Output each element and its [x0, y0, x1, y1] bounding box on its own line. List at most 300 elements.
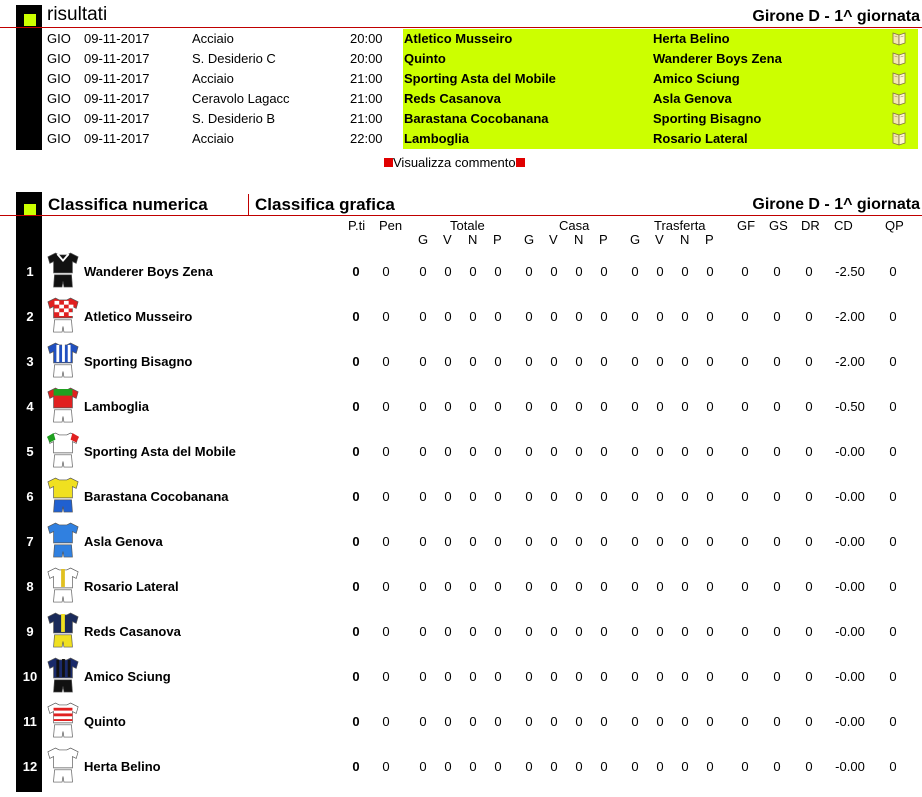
penalty-value: 0 — [382, 759, 390, 774]
team-kit-icon — [46, 565, 80, 607]
stat-value: 0 — [469, 489, 477, 504]
stat-value: 0 — [656, 714, 664, 729]
stat-value: 0 — [600, 624, 608, 639]
qp-value: 0 — [889, 714, 897, 729]
stat-value: 0 — [494, 624, 502, 639]
stat-value: 0 — [631, 354, 639, 369]
standings-row — [0, 383, 922, 428]
dr-value: 0 — [805, 264, 813, 279]
stat-value: 0 — [631, 624, 639, 639]
penalty-value: 0 — [382, 714, 390, 729]
match-day: GIO — [47, 51, 71, 66]
stat-value: 0 — [656, 489, 664, 504]
match-report-book-icon[interactable] — [892, 31, 906, 46]
team-kit-icon — [46, 250, 80, 292]
penalty-value: 0 — [382, 399, 390, 414]
position-number: 4 — [26, 399, 34, 414]
stat-value: 0 — [575, 624, 583, 639]
dr-value: 0 — [805, 534, 813, 549]
standings-row — [0, 428, 922, 473]
stat-value: 0 — [550, 354, 558, 369]
cd-value: -0.00 — [835, 714, 865, 729]
team-kit-icon — [46, 520, 80, 562]
gf-value: 0 — [741, 264, 749, 279]
stat-value: 0 — [419, 354, 427, 369]
match-date: 09-11-2017 — [84, 91, 150, 106]
stat-value: 0 — [525, 354, 533, 369]
comment-link-label[interactable]: Visualizza commento — [393, 155, 516, 170]
cd-value: -2.00 — [835, 354, 865, 369]
header-pti: P.ti — [348, 218, 366, 233]
qp-value: 0 — [889, 669, 897, 684]
standings-row — [0, 563, 922, 608]
stat-value: 0 — [656, 579, 664, 594]
stat-value: 0 — [419, 489, 427, 504]
dr-value: 0 — [805, 309, 813, 324]
subheader-n: N — [468, 232, 478, 247]
stat-value: 0 — [444, 489, 452, 504]
stat-value: 0 — [706, 399, 714, 414]
cd-value: -0.00 — [835, 489, 865, 504]
position-number: 3 — [26, 354, 34, 369]
team-name[interactable]: Herta Belino — [84, 759, 161, 774]
qp-value: 0 — [889, 534, 897, 549]
gf-value: 0 — [741, 669, 749, 684]
cd-value: -2.50 — [835, 264, 865, 279]
position-number: 11 — [23, 714, 37, 729]
gf-value: 0 — [741, 399, 749, 414]
qp-value: 0 — [889, 759, 897, 774]
qp-value: 0 — [889, 444, 897, 459]
stat-value: 0 — [444, 264, 452, 279]
match-report-book-icon[interactable] — [892, 51, 906, 66]
points-value: 0 — [352, 714, 360, 729]
dr-value: 0 — [805, 624, 813, 639]
stat-value: 0 — [550, 489, 558, 504]
cd-value: -2.00 — [835, 309, 865, 324]
team-kit-icon — [46, 430, 80, 472]
points-value: 0 — [352, 759, 360, 774]
stat-value: 0 — [525, 624, 533, 639]
position-number: 10 — [22, 669, 38, 684]
team-kit-icon — [46, 475, 80, 517]
stat-value: 0 — [631, 579, 639, 594]
stat-value: 0 — [525, 669, 533, 684]
team-name[interactable]: Lamboglia — [84, 399, 150, 414]
away-team[interactable]: Herta Belino — [653, 31, 730, 46]
tab-divider — [248, 194, 249, 216]
standings-divider — [0, 215, 922, 216]
stat-value: 0 — [494, 759, 502, 774]
penalty-value: 0 — [382, 489, 390, 504]
match-report-book-icon[interactable] — [892, 91, 906, 106]
away-team[interactable]: Rosario Lateral — [653, 131, 748, 146]
points-value: 0 — [352, 669, 360, 684]
header-pen: Pen — [379, 218, 403, 233]
header-dr: DR — [801, 218, 820, 233]
stat-value: 0 — [656, 759, 664, 774]
stat-value: 0 — [681, 759, 689, 774]
position-number: 9 — [26, 624, 34, 639]
stat-value: 0 — [525, 579, 533, 594]
stat-value: 0 — [575, 669, 583, 684]
points-value: 0 — [352, 534, 360, 549]
subheader-g: G — [418, 232, 429, 247]
stat-value: 0 — [525, 309, 533, 324]
team-kit-icon — [46, 610, 80, 652]
stat-value: 0 — [706, 444, 714, 459]
match-date: 09-11-2017 — [84, 31, 150, 46]
penalty-value: 0 — [382, 669, 390, 684]
stat-value: 0 — [550, 309, 558, 324]
stat-value: 0 — [706, 534, 714, 549]
points-value: 0 — [352, 264, 360, 279]
stat-value: 0 — [494, 309, 502, 324]
dr-value: 0 — [805, 579, 813, 594]
points-value: 0 — [352, 444, 360, 459]
stat-value: 0 — [600, 489, 608, 504]
gf-value: 0 — [741, 489, 749, 504]
stat-value: 0 — [444, 399, 452, 414]
team-name[interactable]: Rosario Lateral — [84, 579, 179, 594]
match-field: Acciaio — [192, 71, 234, 86]
team-name[interactable]: Asla Genova — [84, 534, 163, 549]
match-date: 09-11-2017 — [84, 71, 150, 86]
stat-value: 0 — [681, 714, 689, 729]
results-title: risultati — [47, 4, 108, 25]
stat-value: 0 — [706, 309, 714, 324]
stat-value: 0 — [706, 264, 714, 279]
stat-value: 0 — [494, 669, 502, 684]
stat-value: 0 — [631, 309, 639, 324]
stat-value: 0 — [656, 354, 664, 369]
home-team[interactable]: Quinto — [404, 51, 446, 66]
stat-value: 0 — [550, 444, 558, 459]
cd-value: -0.00 — [835, 534, 865, 549]
stat-value: 0 — [419, 534, 427, 549]
results-girone-label: Girone D - 1^ giornata — [752, 8, 920, 25]
gs-value: 0 — [773, 534, 781, 549]
stat-value: 0 — [444, 309, 452, 324]
stat-value: 0 — [656, 534, 664, 549]
team-kit-icon — [46, 745, 80, 787]
match-date: 09-11-2017 — [84, 131, 150, 146]
away-team[interactable]: Wanderer Boys Zena — [653, 51, 782, 66]
stat-value: 0 — [600, 264, 608, 279]
standings-row — [0, 653, 922, 698]
stat-value: 0 — [419, 714, 427, 729]
team-kit-icon — [46, 655, 80, 697]
stat-value: 0 — [444, 354, 452, 369]
team-name[interactable]: Sporting Asta del Mobile — [84, 444, 236, 459]
stat-value: 0 — [575, 444, 583, 459]
position-number: 12 — [22, 759, 38, 774]
subheader-p: P — [705, 232, 714, 247]
penalty-value: 0 — [382, 354, 390, 369]
penalty-value: 0 — [382, 444, 390, 459]
match-day: GIO — [47, 31, 71, 46]
home-team[interactable]: Barastana Cocobanana — [404, 111, 549, 126]
gs-value: 0 — [773, 399, 781, 414]
header-cd: CD — [834, 218, 853, 233]
stat-value: 0 — [525, 444, 533, 459]
stat-value: 0 — [419, 579, 427, 594]
stat-value: 0 — [494, 354, 502, 369]
stat-value: 0 — [656, 309, 664, 324]
match-report-book-icon[interactable] — [892, 131, 906, 146]
qp-value: 0 — [889, 489, 897, 504]
team-name[interactable]: Sporting Bisagno — [84, 354, 193, 369]
stat-value: 0 — [631, 669, 639, 684]
match-field: Acciaio — [192, 31, 234, 46]
qp-value: 0 — [889, 309, 897, 324]
gs-value: 0 — [773, 579, 781, 594]
stat-value: 0 — [681, 309, 689, 324]
stat-value: 0 — [444, 534, 452, 549]
stat-value: 0 — [494, 444, 502, 459]
penalty-value: 0 — [382, 579, 390, 594]
tab-classifica-numerica[interactable]: Classifica numerica — [48, 195, 208, 214]
stat-value: 0 — [494, 399, 502, 414]
dr-value: 0 — [805, 759, 813, 774]
qp-value: 0 — [889, 264, 897, 279]
gs-value: 0 — [773, 309, 781, 324]
subheader-p: P — [599, 232, 608, 247]
stat-value: 0 — [600, 354, 608, 369]
penalty-value: 0 — [382, 264, 390, 279]
tab-classifica-grafica[interactable]: Classifica grafica — [255, 195, 395, 214]
team-name[interactable]: Amico Sciung — [84, 669, 171, 684]
stat-value: 0 — [494, 579, 502, 594]
gf-value: 0 — [741, 759, 749, 774]
home-team[interactable]: Lamboglia — [404, 131, 470, 146]
points-value: 0 — [352, 624, 360, 639]
stat-value: 0 — [575, 714, 583, 729]
standings-row — [0, 608, 922, 653]
stat-value: 0 — [681, 399, 689, 414]
stat-value: 0 — [631, 264, 639, 279]
match-row — [42, 89, 922, 109]
stat-value: 0 — [550, 759, 558, 774]
results-marker-icon — [24, 14, 36, 26]
gs-value: 0 — [773, 354, 781, 369]
home-team[interactable]: Sporting Asta del Mobile — [404, 71, 556, 86]
cd-value: -0.50 — [835, 399, 865, 414]
gf-value: 0 — [741, 444, 749, 459]
match-row — [42, 109, 922, 129]
stat-value: 0 — [494, 489, 502, 504]
stat-value: 0 — [444, 624, 452, 639]
cd-value: -0.00 — [835, 579, 865, 594]
stat-value: 0 — [706, 489, 714, 504]
stat-value: 0 — [631, 489, 639, 504]
match-time: 20:00 — [350, 51, 383, 66]
match-field: Ceravolo Lagacc — [192, 91, 290, 106]
standings-row — [0, 338, 922, 383]
stat-value: 0 — [575, 489, 583, 504]
gs-value: 0 — [773, 759, 781, 774]
gs-value: 0 — [773, 264, 781, 279]
header-qp: QP — [885, 218, 904, 233]
stat-value: 0 — [525, 759, 533, 774]
stat-value: 0 — [494, 534, 502, 549]
stat-value: 0 — [550, 534, 558, 549]
comment-link[interactable] — [384, 155, 525, 170]
gf-value: 0 — [741, 714, 749, 729]
away-team[interactable]: Asla Genova — [653, 91, 732, 106]
stat-value: 0 — [444, 579, 452, 594]
stat-value: 0 — [444, 714, 452, 729]
match-report-book-icon[interactable] — [892, 71, 906, 86]
stat-value: 0 — [681, 489, 689, 504]
dr-value: 0 — [805, 669, 813, 684]
subheader-n: N — [680, 232, 690, 247]
penalty-value: 0 — [382, 624, 390, 639]
stat-value: 0 — [681, 534, 689, 549]
stat-value: 0 — [469, 309, 477, 324]
stat-value: 0 — [444, 669, 452, 684]
cd-value: -0.00 — [835, 759, 865, 774]
dr-value: 0 — [805, 714, 813, 729]
qp-value: 0 — [889, 354, 897, 369]
standings-row — [0, 743, 922, 788]
stat-value: 0 — [631, 534, 639, 549]
stat-value: 0 — [469, 399, 477, 414]
stat-value: 0 — [681, 624, 689, 639]
stat-value: 0 — [575, 759, 583, 774]
qp-value: 0 — [889, 624, 897, 639]
stat-value: 0 — [681, 579, 689, 594]
cd-value: -0.00 — [835, 624, 865, 639]
stat-value: 0 — [575, 309, 583, 324]
stat-value: 0 — [681, 264, 689, 279]
stat-value: 0 — [575, 579, 583, 594]
standings-row — [0, 293, 922, 338]
gs-value: 0 — [773, 669, 781, 684]
stat-value: 0 — [419, 669, 427, 684]
gs-value: 0 — [773, 714, 781, 729]
stat-value: 0 — [600, 444, 608, 459]
match-date: 09-11-2017 — [84, 111, 150, 126]
stat-value: 0 — [469, 759, 477, 774]
gf-value: 0 — [741, 624, 749, 639]
stat-value: 0 — [575, 354, 583, 369]
team-name[interactable]: Reds Casanova — [84, 624, 181, 639]
gf-value: 0 — [741, 534, 749, 549]
stat-value: 0 — [469, 444, 477, 459]
stat-value: 0 — [706, 669, 714, 684]
stat-value: 0 — [550, 579, 558, 594]
team-kit-icon — [46, 340, 80, 382]
away-team[interactable]: Sporting Bisagno — [653, 111, 762, 126]
gs-value: 0 — [773, 624, 781, 639]
position-number: 2 — [26, 309, 34, 324]
subheader-g: G — [630, 232, 641, 247]
stat-value: 0 — [469, 264, 477, 279]
stat-value: 0 — [494, 714, 502, 729]
header-trasferta: Trasferta — [654, 218, 706, 233]
cd-value: -0.00 — [835, 444, 865, 459]
stat-value: 0 — [656, 264, 664, 279]
match-day: GIO — [47, 91, 71, 106]
team-name[interactable]: Quinto — [84, 714, 126, 729]
gf-value: 0 — [741, 579, 749, 594]
dr-value: 0 — [805, 399, 813, 414]
qp-value: 0 — [889, 399, 897, 414]
header-gs: GS — [769, 218, 788, 233]
stat-value: 0 — [631, 714, 639, 729]
red-square-icon — [516, 158, 525, 167]
stat-value: 0 — [600, 759, 608, 774]
match-row — [42, 49, 922, 69]
stat-value: 0 — [600, 669, 608, 684]
qp-value: 0 — [889, 579, 897, 594]
home-team[interactable]: Atletico Musseiro — [404, 31, 513, 46]
stat-value: 0 — [575, 264, 583, 279]
stat-value: 0 — [469, 624, 477, 639]
home-team[interactable]: Reds Casanova — [404, 91, 501, 106]
team-name[interactable]: Atletico Musseiro — [84, 309, 193, 324]
team-kit-icon — [46, 700, 80, 742]
stat-value: 0 — [631, 759, 639, 774]
stat-value: 0 — [525, 714, 533, 729]
stat-value: 0 — [631, 444, 639, 459]
red-square-icon — [384, 158, 393, 167]
team-name[interactable]: Barastana Cocobanana — [84, 489, 229, 504]
match-day: GIO — [47, 111, 71, 126]
points-value: 0 — [352, 579, 360, 594]
dr-value: 0 — [805, 444, 813, 459]
stat-value: 0 — [444, 759, 452, 774]
stat-value: 0 — [550, 399, 558, 414]
points-value: 0 — [352, 399, 360, 414]
gs-value: 0 — [773, 489, 781, 504]
stat-value: 0 — [575, 534, 583, 549]
position-number: 8 — [26, 579, 34, 594]
match-report-book-icon[interactable] — [892, 111, 906, 126]
away-team[interactable]: Amico Sciung — [653, 71, 740, 86]
gs-value: 0 — [773, 444, 781, 459]
stat-value: 0 — [681, 354, 689, 369]
standings-row — [0, 248, 922, 293]
stat-value: 0 — [706, 624, 714, 639]
team-name[interactable]: Wanderer Boys Zena — [84, 264, 213, 279]
match-day: GIO — [47, 131, 71, 146]
stat-value: 0 — [444, 444, 452, 459]
penalty-value: 0 — [382, 309, 390, 324]
stat-value: 0 — [494, 264, 502, 279]
gf-value: 0 — [741, 354, 749, 369]
stat-value: 0 — [419, 444, 427, 459]
standings-row — [0, 698, 922, 743]
gf-value: 0 — [741, 309, 749, 324]
match-time: 20:00 — [350, 31, 383, 46]
header-gf: GF — [737, 218, 756, 233]
points-value: 0 — [352, 489, 360, 504]
stat-value: 0 — [706, 354, 714, 369]
stat-value: 0 — [600, 579, 608, 594]
stat-value: 0 — [656, 669, 664, 684]
stat-value: 0 — [600, 714, 608, 729]
stat-value: 0 — [525, 534, 533, 549]
match-field: S. Desiderio B — [192, 111, 276, 126]
header-totale: Totale — [450, 218, 485, 233]
match-time: 21:00 — [350, 111, 383, 126]
cd-value: -0.00 — [835, 669, 865, 684]
position-number: 7 — [26, 534, 34, 549]
match-time: 21:00 — [350, 91, 383, 106]
stat-value: 0 — [419, 759, 427, 774]
